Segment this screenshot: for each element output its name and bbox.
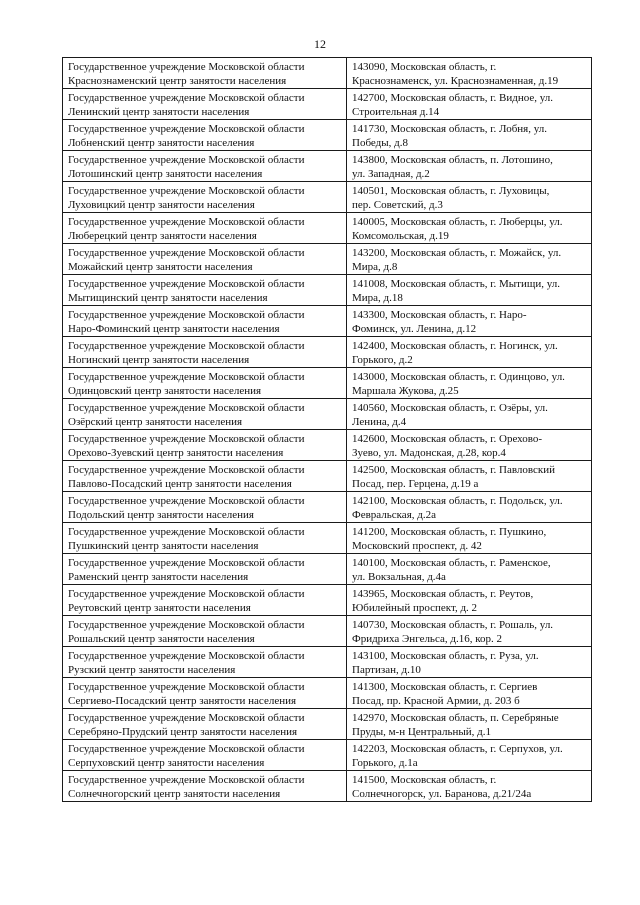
- address-text: Строительная д.14: [352, 106, 440, 118]
- institution-name-text: Подольский центр занятости населения: [68, 509, 254, 521]
- table-row: [63, 337, 592, 368]
- institution-name-cell: [63, 337, 347, 368]
- address-text: 141730, Московская область, г. Лобня, ул.: [352, 123, 547, 135]
- address-text: 143090, Московская область, г.: [352, 61, 497, 73]
- institution-name-cell: [63, 399, 347, 430]
- institution-name-cell: [63, 89, 347, 120]
- institution-name-text: Краснознаменский центр занятости населения: [68, 75, 287, 87]
- address-text: Краснознаменск, ул. Краснознаменная, д.19: [352, 75, 559, 87]
- address-text: Ленина, д.4: [352, 416, 407, 428]
- institution-name-cell: [63, 647, 347, 678]
- address-cell: [347, 306, 592, 337]
- address-text: 142970, Московская область, п. Серебряные: [352, 712, 559, 724]
- table-row: [63, 430, 592, 461]
- table-row: [63, 368, 592, 399]
- address-text: 140560, Московская область, г. Озёры, ул.: [352, 402, 548, 414]
- institution-name-cell: [63, 275, 347, 306]
- table-row: [63, 678, 592, 709]
- institution-name-text: Государственное учреждение Московской области: [68, 712, 305, 724]
- address-cell: [347, 182, 592, 213]
- address-cell: [347, 492, 592, 523]
- institution-name-text: Государственное учреждение Московской области: [68, 464, 305, 476]
- institution-name-cell: [63, 461, 347, 492]
- institution-name-text: Раменский центр занятости населения: [68, 571, 249, 583]
- address-text: пер. Советский, д.3: [352, 199, 443, 211]
- institution-name-text: Серебряно-Прудский центр занятости населения: [68, 726, 298, 738]
- institution-name-text: Государственное учреждение Московской области: [68, 371, 305, 383]
- address-text: 143100, Московская область, г. Руза, ул.: [352, 650, 539, 662]
- address-text: Посад, пер. Герцена, д.19 а: [352, 478, 479, 490]
- address-text: 141300, Московская область, г. Сергиев: [352, 681, 538, 693]
- address-cell: [347, 523, 592, 554]
- institution-name-text: Государственное учреждение Московской области: [68, 185, 305, 197]
- address-text: 142600, Московская область, г. Орехово-: [352, 433, 543, 445]
- institution-name-cell: [63, 492, 347, 523]
- address-cell: [347, 740, 592, 771]
- address-text: Мира, д.8: [352, 261, 398, 273]
- address-text: 141500, Московская область, г.: [352, 774, 497, 786]
- institution-name-text: Государственное учреждение Московской области: [68, 216, 305, 228]
- institution-name-text: Государственное учреждение Московской области: [68, 340, 305, 352]
- institution-name-text: Государственное учреждение Московской области: [68, 123, 305, 135]
- address-cell: [347, 275, 592, 306]
- address-text: Горького, д.2: [352, 354, 413, 366]
- address-text: Фридриха Энгельса, д.16, кор. 2: [352, 633, 502, 645]
- address-cell: [347, 430, 592, 461]
- institution-name-cell: [63, 213, 347, 244]
- institution-name-text: Павлово-Посадский центр занятости населения: [68, 478, 292, 490]
- table-row: [63, 89, 592, 120]
- table-row: [63, 554, 592, 585]
- table-row: [63, 523, 592, 554]
- address-text: Февральская, д.2а: [352, 509, 436, 521]
- table-row: [63, 461, 592, 492]
- institution-name-text: Ногинский центр занятости населения: [68, 354, 250, 366]
- institution-name-cell: [63, 244, 347, 275]
- address-cell: [347, 244, 592, 275]
- institution-name-cell: [63, 678, 347, 709]
- institution-name-text: Пушкинский центр занятости населения: [68, 540, 259, 552]
- address-cell: [347, 647, 592, 678]
- page-number: 12: [314, 37, 326, 51]
- address-text: Мира, д.18: [352, 292, 403, 304]
- address-text: 140501, Московская область, г. Луховицы,: [352, 185, 550, 197]
- institution-name-text: Государственное учреждение Московской области: [68, 681, 305, 693]
- institution-name-text: Мытищинский центр занятости населения: [68, 292, 268, 304]
- institution-name-text: Государственное учреждение Московской области: [68, 154, 305, 166]
- institution-name-text: Государственное учреждение Московской области: [68, 402, 305, 414]
- address-text: Победы, д.8: [352, 137, 408, 149]
- address-text: Московский проспект, д. 42: [352, 540, 482, 552]
- address-text: Солнечногорск, ул. Баранова, д.21/24а: [352, 788, 532, 800]
- institution-name-text: Рузский центр занятости населения: [68, 664, 236, 676]
- address-cell: [347, 151, 592, 182]
- institution-name-text: Лотошинский центр занятости населения: [68, 168, 263, 180]
- table-row: [63, 306, 592, 337]
- institution-name-text: Государственное учреждение Московской области: [68, 650, 305, 662]
- table-row: [63, 58, 592, 89]
- address-text: Посад, пр. Красной Армии, д. 203 б: [352, 695, 520, 707]
- institution-name-text: Государственное учреждение Московской области: [68, 526, 305, 538]
- institution-name-cell: [63, 430, 347, 461]
- institution-name-text: Государственное учреждение Московской области: [68, 433, 305, 445]
- address-cell: [347, 771, 592, 802]
- institution-name-text: Государственное учреждение Московской области: [68, 278, 305, 290]
- institution-name-text: Люберецкий центр занятости населения: [68, 230, 257, 242]
- address-cell: [347, 58, 592, 89]
- institution-name-cell: [63, 523, 347, 554]
- institution-name-cell: [63, 182, 347, 213]
- institution-name-text: Государственное учреждение Московской области: [68, 247, 305, 259]
- table-row: [63, 182, 592, 213]
- institution-name-text: Государственное учреждение Московской области: [68, 743, 305, 755]
- table-row: [63, 616, 592, 647]
- institution-name-cell: [63, 368, 347, 399]
- institution-name-text: Государственное учреждение Московской области: [68, 92, 305, 104]
- address-text: Юбилейный проспект, д. 2: [352, 602, 478, 614]
- address-cell: [347, 461, 592, 492]
- address-text: Горького, д.1а: [352, 757, 418, 769]
- address-text: 143800, Московская область, п. Лотошино,: [352, 154, 553, 166]
- address-text: Зуево, ул. Мадонская, д.28, кор.4: [352, 447, 506, 459]
- table-row: [63, 151, 592, 182]
- institution-name-text: Государственное учреждение Московской области: [68, 309, 305, 321]
- address-text: 142500, Московская область, г. Павловский: [352, 464, 555, 476]
- address-text: 142700, Московская область, г. Видное, ул.: [352, 92, 553, 104]
- institution-name-cell: [63, 151, 347, 182]
- address-cell: [347, 616, 592, 647]
- table-row: [63, 492, 592, 523]
- address-cell: [347, 89, 592, 120]
- table-row: [63, 120, 592, 151]
- institution-name-cell: [63, 554, 347, 585]
- institution-name-text: Ленинский центр занятости населения: [68, 106, 250, 118]
- table-row: [63, 275, 592, 306]
- address-cell: [347, 337, 592, 368]
- institution-name-text: Государственное учреждение Московской области: [68, 588, 305, 600]
- address-text: Фоминск, ул. Ленина, д.12: [352, 323, 477, 335]
- table-row: [63, 740, 592, 771]
- table-row: [63, 709, 592, 740]
- institution-name-text: Государственное учреждение Московской области: [68, 774, 305, 786]
- address-cell: [347, 399, 592, 430]
- institution-name-text: Государственное учреждение Московской области: [68, 557, 305, 569]
- institution-name-text: Солнечногорский центр занятости населения: [68, 788, 281, 800]
- address-text: Партизан, д.10: [352, 664, 421, 676]
- institution-name-cell: [63, 120, 347, 151]
- address-text: 143000, Московская область, г. Одинцово, ул.: [352, 371, 565, 383]
- address-cell: [347, 554, 592, 585]
- institution-name-cell: [63, 306, 347, 337]
- institution-name-text: Серпуховский центр занятости населения: [68, 757, 265, 769]
- table-body: [63, 58, 592, 802]
- institution-name-text: Рошальский центр занятости населения: [68, 633, 255, 645]
- address-text: 140730, Московская область, г. Рошаль, ул.: [352, 619, 554, 631]
- address-cell: [347, 709, 592, 740]
- address-text: 143965, Московская область, г. Реутов,: [352, 588, 534, 600]
- institution-name-text: Озёрский центр занятости населения: [68, 416, 243, 428]
- institution-name-text: Реутовский центр занятости населения: [68, 602, 251, 614]
- table-row: [63, 399, 592, 430]
- institution-name-text: Орехово-Зуевский центр занятости населения: [68, 447, 284, 459]
- address-text: 140100, Московская область, г. Раменское,: [352, 557, 551, 569]
- address-text: 143300, Московская область, г. Наро-: [352, 309, 527, 321]
- address-text: 141200, Московская область, г. Пушкино,: [352, 526, 547, 538]
- institution-name-cell: [63, 58, 347, 89]
- institution-name-text: Сергиево-Посадский центр занятости населения: [68, 695, 297, 707]
- address-text: 142100, Московская область, г. Подольск, ул.: [352, 495, 563, 507]
- address-cell: [347, 120, 592, 151]
- table-row: [63, 771, 592, 802]
- address-text: 143200, Московская область, г. Можайск, ул.: [352, 247, 562, 259]
- address-text: 141008, Московская область, г. Мытищи, ул.: [352, 278, 560, 290]
- table-row: [63, 647, 592, 678]
- table-row: [63, 585, 592, 616]
- address-cell: [347, 585, 592, 616]
- address-cell: [347, 678, 592, 709]
- institution-name-cell: [63, 771, 347, 802]
- institution-name-cell: [63, 740, 347, 771]
- institution-name-cell: [63, 585, 347, 616]
- address-text: Комсомольская, д.19: [352, 230, 449, 242]
- institution-name-text: Одинцовский центр занятости населения: [68, 385, 262, 397]
- address-text: Маршала Жукова, д.25: [352, 385, 459, 397]
- institution-name-text: Лобненский центр занятости населения: [68, 137, 255, 149]
- address-cell: [347, 213, 592, 244]
- address-text: 140005, Московская область, г. Люберцы, ул.: [352, 216, 563, 228]
- table-row: [63, 213, 592, 244]
- institution-name-text: Луховицкий центр занятости населения: [68, 199, 255, 211]
- address-cell: [347, 368, 592, 399]
- address-text: ул. Западная, д.2: [352, 168, 430, 180]
- address-text: ул. Вокзальная, д.4а: [352, 571, 446, 583]
- institution-name-text: Государственное учреждение Московской области: [68, 619, 305, 631]
- institution-name-cell: [63, 709, 347, 740]
- address-text: 142400, Московская область, г. Ногинск, ул.: [352, 340, 558, 352]
- table-row: [63, 244, 592, 275]
- institution-name-cell: [63, 616, 347, 647]
- address-text: Пруды, м-н Центральный, д.1: [352, 726, 492, 738]
- address-text: 142203, Московская область, г. Серпухов, ул.: [352, 743, 563, 755]
- employment-centers-table: [62, 57, 592, 802]
- institution-name-text: Наро-Фоминский центр занятости населения: [68, 323, 280, 335]
- institution-name-text: Государственное учреждение Московской области: [68, 495, 305, 507]
- institution-name-text: Государственное учреждение Московской области: [68, 61, 305, 73]
- institution-name-text: Можайский центр занятости населения: [68, 261, 253, 273]
